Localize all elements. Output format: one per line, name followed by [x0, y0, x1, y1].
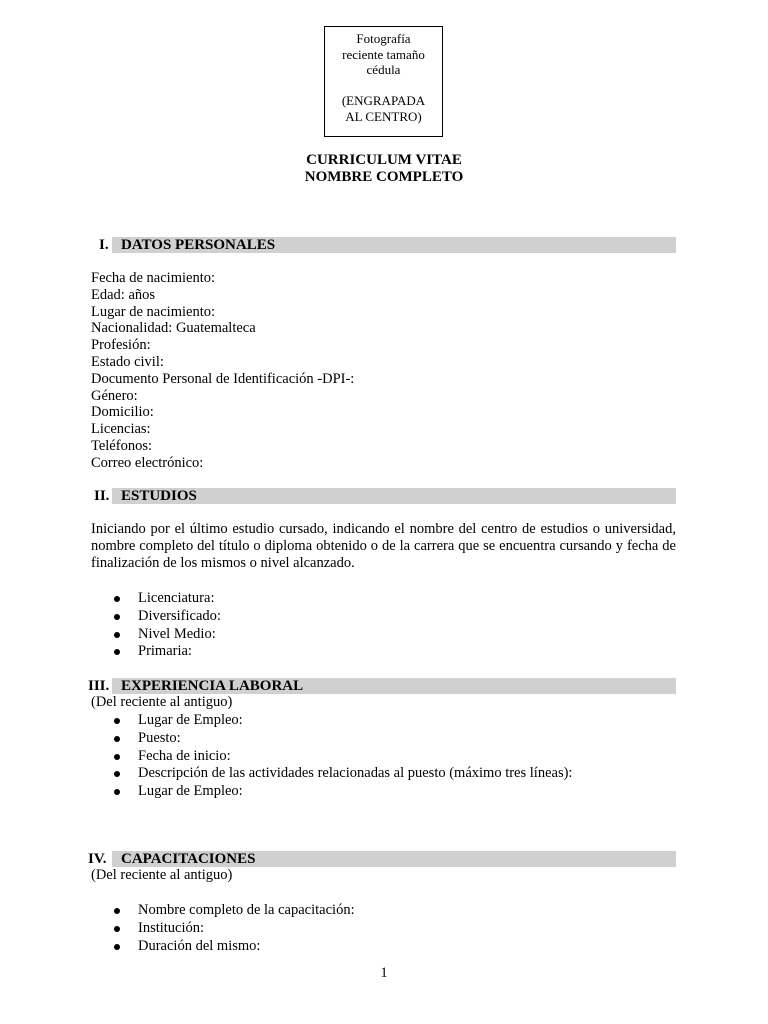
list-item-label: Diversificado:	[138, 607, 221, 624]
list-item	[112, 730, 572, 748]
personal-field: Lugar de nacimiento:	[91, 303, 216, 320]
bullet-icon	[114, 789, 120, 795]
personal-field: Género:	[91, 387, 138, 404]
personal-data-list	[91, 270, 354, 472]
bullet-icon	[114, 771, 120, 777]
bullet-icon	[114, 736, 120, 742]
document-subtitle: NOMBRE COMPLETO	[304, 169, 464, 185]
photo-line: reciente tamaño	[342, 46, 425, 62]
photo-line: Fotografía	[356, 31, 411, 46]
list-item	[112, 643, 221, 661]
list-item	[112, 938, 355, 956]
studies-list	[112, 590, 221, 661]
studies-paragraph: Iniciando por el último estudio cursado, indicando el nombre del centro de estudios o universidad, nombre completo del título o diploma obtenido o de la carrera que se encuentra cursando y fecha de finalización de los mismos o nivel alcanzado.	[91, 521, 676, 571]
personal-field: Estado civil:	[91, 353, 164, 370]
section-title-personal: DATOS PERSONALES	[121, 237, 276, 253]
personal-field: Nacionalidad: Guatemalteca	[91, 320, 256, 337]
bullet-icon	[114, 596, 120, 602]
bullet-icon	[114, 754, 120, 760]
personal-field: Fecha de nacimiento:	[91, 270, 216, 286]
bullet-icon	[114, 718, 120, 724]
list-item-label: Lugar de Empleo:	[138, 712, 243, 728]
photo-line	[325, 78, 442, 94]
list-item	[112, 712, 572, 730]
personal-field: Teléfonos:	[91, 437, 152, 454]
list-item-label: Lugar de Empleo:	[138, 783, 243, 800]
bullet-icon	[114, 614, 120, 620]
bullet-icon	[114, 908, 120, 914]
list-item	[112, 765, 572, 783]
list-item-label: Fecha de inicio:	[138, 747, 231, 764]
bullet-icon	[114, 944, 120, 950]
list-item-label: Primaria:	[138, 643, 192, 660]
document-title: CURRICULUM VITAE	[306, 152, 462, 168]
personal-field: Edad: años	[91, 286, 156, 303]
personal-field: Licencias:	[91, 421, 151, 438]
list-item	[112, 608, 221, 626]
section-title-studies: ESTUDIOS	[121, 488, 197, 504]
list-item-label: Duración del mismo:	[138, 937, 261, 954]
experience-list	[112, 712, 572, 801]
list-item-label: Licenciatura:	[138, 590, 215, 606]
list-item	[112, 783, 572, 801]
section-title-training: CAPACITACIONES	[121, 851, 256, 867]
photo-line: AL CENTRO)	[345, 108, 422, 124]
order-note: (Del reciente al antiguo)	[91, 694, 233, 710]
list-item-label: Nivel Medio:	[138, 625, 216, 642]
list-item-label: Puesto:	[138, 729, 181, 746]
list-item	[112, 590, 221, 608]
bullet-icon	[114, 926, 120, 932]
section-number: IV.	[88, 851, 107, 867]
section-number: III.	[88, 678, 110, 694]
bullet-icon	[114, 649, 120, 655]
page-number: 1	[380, 965, 388, 981]
section-number: I.	[99, 237, 109, 253]
personal-field: Documento Personal de Identificación -DPI-:	[91, 370, 355, 387]
training-list	[112, 902, 355, 955]
list-item-label: Nombre completo de la capacitación:	[138, 902, 355, 918]
section-number: II.	[94, 488, 110, 504]
bullet-icon	[114, 632, 120, 638]
photo-placeholder-box	[324, 26, 443, 137]
list-item	[112, 748, 572, 766]
photo-line: cédula	[366, 62, 401, 77]
personal-field: Correo electrónico:	[91, 454, 204, 471]
personal-field: Profesión:	[91, 337, 151, 354]
list-item	[112, 920, 355, 938]
order-note: (Del reciente al antiguo)	[91, 867, 233, 883]
list-item	[112, 626, 221, 644]
list-item-label: Institución:	[138, 919, 205, 936]
list-item-label: Descripción de las actividades relacionadas al puesto (máximo tres líneas):	[138, 765, 573, 782]
section-title-experience: EXPERIENCIA LABORAL	[121, 678, 304, 694]
personal-field: Domicilio:	[91, 404, 154, 421]
photo-line: (ENGRAPADA	[341, 93, 426, 108]
list-item	[112, 902, 355, 920]
